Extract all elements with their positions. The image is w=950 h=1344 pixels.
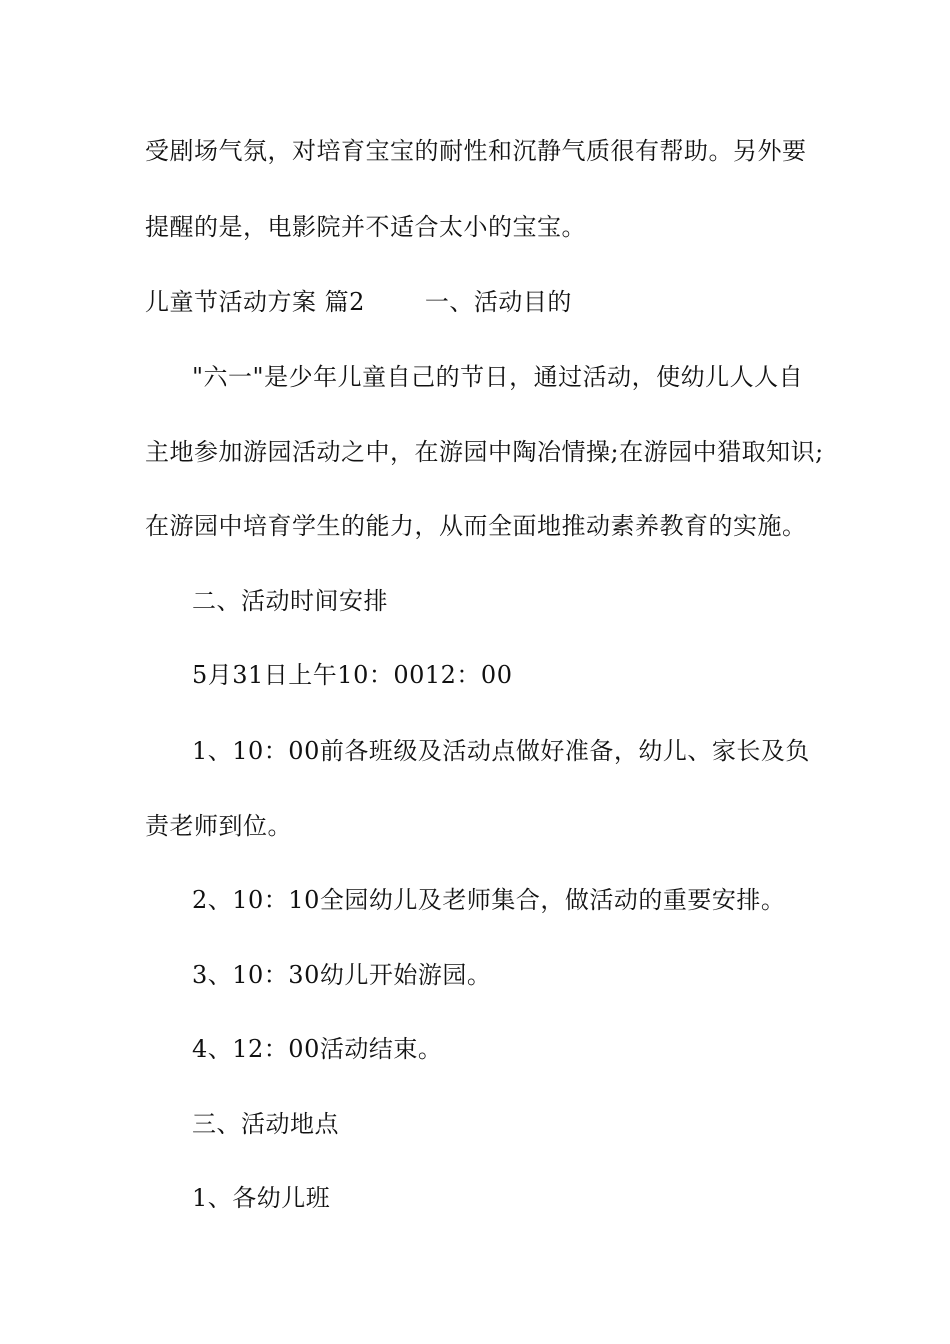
section-title: 三、活动地点: [192, 1110, 339, 1138]
article-title: 儿童节活动方案 篇2: [145, 288, 365, 316]
section-heading: [145, 287, 572, 317]
paragraph-line: "六一"是少年儿童自己的节日，通过活动，使幼儿人人自: [192, 363, 804, 391]
paragraph-line: 主地参加游园活动之中，在游园中陶冶情操;在游园中猎取知识;: [145, 438, 824, 466]
schedule-item: 3、10：30幼儿开始游园。: [192, 961, 492, 989]
schedule-item-continuation: 责老师到位。: [145, 812, 292, 840]
schedule-line: 5月31日上午10：0012：00: [192, 661, 513, 689]
paragraph-line: 受剧场气氛，对培育宝宝的耐性和沉静气质很有帮助。另外要: [145, 137, 807, 165]
schedule-item: 1、10：00前各班级及活动点做好准备，幼儿、家长及负: [192, 737, 810, 765]
paragraph-line: 在游园中培育学生的能力，从而全面地推动素养教育的实施。: [145, 512, 807, 540]
paragraph-line: 提醒的是，电影院并不适合太小的宝宝。: [145, 213, 586, 241]
section-title: 一、活动目的: [424, 288, 572, 316]
location-item: 1、各幼儿班: [192, 1184, 331, 1212]
schedule-item: 4、12：00活动结束。: [192, 1035, 443, 1063]
section-title: 二、活动时间安排: [192, 587, 388, 615]
schedule-item: 2、10：10全园幼儿及老师集合，做活动的重要安排。: [192, 886, 786, 914]
